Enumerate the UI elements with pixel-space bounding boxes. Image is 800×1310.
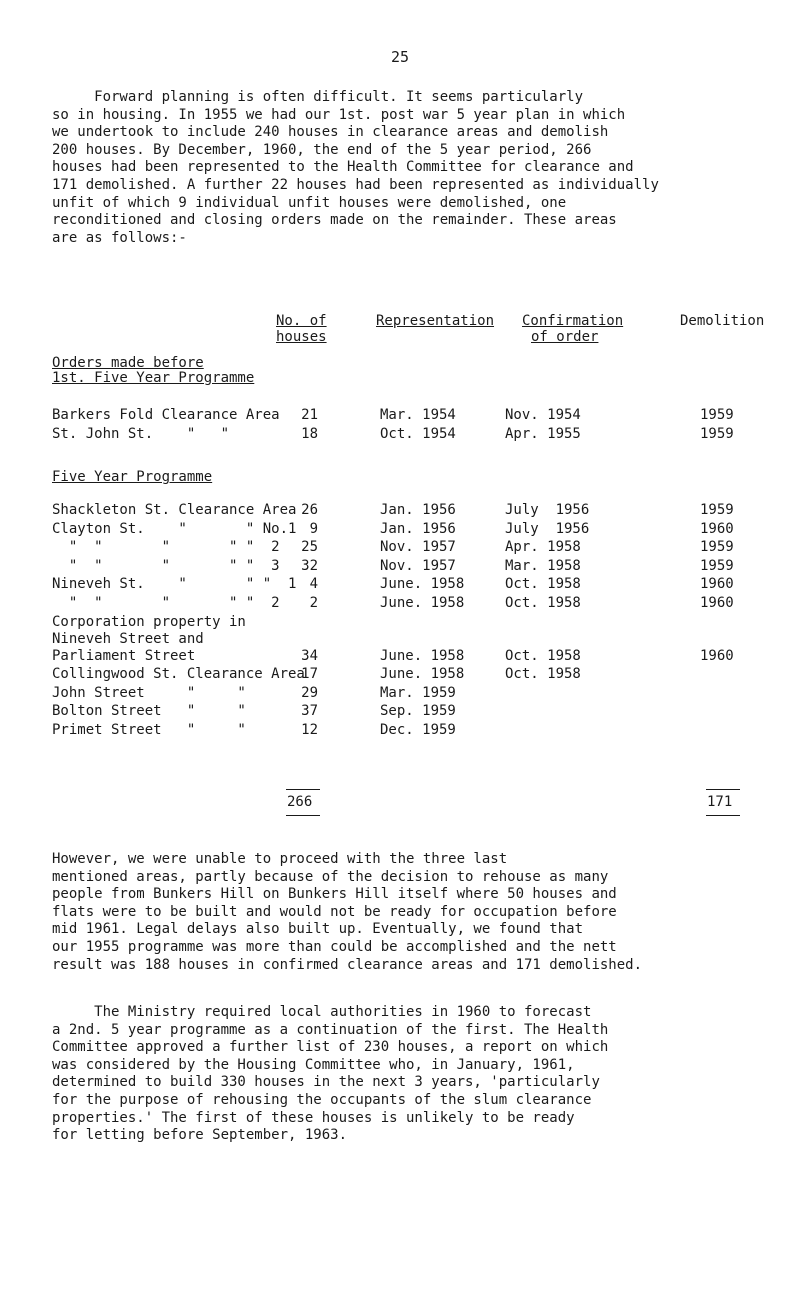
row-houses: 34 [301, 648, 318, 664]
row-representation: Dec. 1959 [380, 721, 456, 738]
row-name: St. John St. " " [52, 425, 230, 442]
text-line: was considered by the Housing Committee who, in January, 1961, [52, 1056, 575, 1073]
row-confirmation: Oct. 1958 [505, 666, 581, 682]
text-line: unfit of which 9 individual unfit houses were demolished, one [52, 194, 567, 211]
total-demolished: 171 [707, 794, 733, 810]
row-houses: 25 [301, 539, 318, 555]
row-houses: 17 [301, 666, 318, 682]
total-demolished-rule-bottom [706, 815, 740, 816]
row-demolition: 1960 [700, 520, 734, 537]
row-demolition: 1959 [700, 502, 734, 518]
row-representation: Nov. 1957 [380, 557, 456, 574]
row-name: " " " " " 2 [52, 594, 280, 611]
text-line: for the purpose of rehousing the occupants of the slum clearance [52, 1091, 592, 1108]
row-demolition: 1960 [700, 594, 734, 611]
row-houses: 18 [301, 425, 318, 442]
row-name: Barkers Fold Clearance Area [52, 407, 280, 423]
row-name: Shackleton St. Clearance Area [52, 502, 297, 518]
table-row [0, 703, 800, 720]
header-no-houses-2: houses [276, 329, 327, 345]
text-line: However, we were unable to proceed with the three last [52, 851, 508, 867]
row-houses: 12 [301, 721, 318, 738]
row-name: Parliament Street [52, 648, 196, 664]
row-houses: 32 [301, 557, 318, 574]
text-line: 171 demolished. A further 22 houses had been represented as individually [52, 176, 659, 193]
text-line: mid 1961. Legal delays also built up. Eventually, we found that [52, 921, 584, 938]
row-name: Corporation property in [52, 614, 246, 630]
text-line: result was 188 houses in confirmed clearance areas and 171 demolished. [52, 956, 643, 973]
row-name: " " " " " 3 [52, 557, 280, 574]
total-houses: 266 [287, 794, 313, 810]
header-no-houses: No. of [276, 313, 327, 329]
row-houses: 26 [301, 502, 318, 518]
text-line: so in housing. In 1955 we had our 1st. post war 5 year plan in which [52, 106, 626, 123]
table-row [0, 666, 800, 683]
text-line: our 1955 programme was more than could be accomplished and the nett [52, 938, 617, 955]
text-line: we undertook to include 240 houses in clearance areas and demolish [52, 124, 609, 141]
text-line: determined to build 330 houses in the next 3 years, 'particularly [52, 1074, 600, 1091]
text-line: reconditioned and closing orders made on the remainder. These areas [52, 212, 617, 229]
table-row [0, 407, 800, 424]
table-row [0, 685, 800, 702]
total-houses-rule-bottom [286, 815, 320, 816]
header-demolition: Demolition [680, 313, 765, 329]
row-confirmation: July 1956 [505, 520, 590, 537]
row-demolition: 1959 [700, 407, 734, 423]
text-line: houses had been represented to the Health Committee for clearance and [52, 159, 634, 176]
table-row [0, 502, 800, 519]
header-confirmation-2: of order [531, 329, 599, 345]
intro-paragraph [52, 88, 772, 246]
text-line: people from Bunkers Hill on Bunkers Hill itself where 50 houses and [52, 886, 617, 903]
row-representation: June. 1958 [380, 648, 465, 664]
row-confirmation: July 1956 [505, 502, 590, 518]
row-name: Primet Street " " [52, 721, 246, 738]
header-confirmation: Confirmation [522, 313, 624, 329]
table-row [0, 426, 800, 443]
row-representation: Mar. 1954 [380, 407, 456, 423]
total-demolished-rule-top [706, 789, 740, 790]
row-representation: Jan. 1956 [380, 520, 456, 537]
row-name: Nineveh St. " " " 1 [52, 576, 297, 592]
row-demolition: 1959 [700, 425, 734, 442]
table-row [0, 595, 800, 612]
text-line: mentioned areas, partly because of the decision to rehouse as many [52, 868, 609, 885]
text-line: are as follows:- [52, 229, 187, 246]
row-confirmation: Mar. 1958 [505, 557, 581, 574]
row-name: John Street " " [52, 684, 246, 701]
text-line: properties.' The first of these houses is unlikely to be ready [52, 1109, 575, 1126]
text-line: for letting before September, 1963. [52, 1127, 348, 1144]
row-confirmation: Nov. 1954 [505, 407, 581, 423]
text-line: The Ministry required local authorities in 1960 to forecast [52, 1004, 592, 1020]
row-demolition: 1960 [700, 576, 734, 592]
table-row [0, 558, 800, 575]
text-line: Forward planning is often difficult. It seems particularly [52, 89, 584, 105]
section-title-orders: Orders made before [52, 355, 204, 371]
row-name: Collingwood St. Clearance Area [52, 666, 305, 682]
row-confirmation: Apr. 1958 [505, 539, 581, 555]
row-houses: 9 [309, 520, 318, 537]
corporation-line [0, 631, 800, 648]
text-line: a 2nd. 5 year programme as a continuation of the first. The Health [52, 1021, 609, 1038]
row-demolition: 1959 [700, 539, 734, 555]
row-name: Nineveh Street and [52, 631, 204, 647]
table-row [0, 539, 800, 556]
row-name: Bolton Street " " [52, 703, 246, 719]
row-houses: 37 [301, 703, 318, 719]
paragraph-ministry [52, 1003, 772, 1144]
row-representation: Oct. 1954 [380, 425, 456, 442]
row-confirmation: Oct. 1958 [505, 594, 581, 611]
text-line: flats were to be built and would not be ready for occupation before [52, 903, 617, 920]
section-title-first-programme: 1st. Five Year Programme [52, 370, 255, 386]
text-line: 200 houses. By December, 1960, the end of the 5 year period, 266 [52, 141, 592, 158]
row-demolition: 1960 [700, 648, 734, 664]
row-representation: Jan. 1956 [380, 502, 456, 518]
table-row [0, 576, 800, 593]
page-number: 25 [390, 48, 410, 66]
row-confirmation: Oct. 1958 [505, 648, 581, 664]
header-representation: Representation [376, 313, 495, 329]
corporation-line [0, 614, 800, 631]
row-demolition: 1959 [700, 557, 734, 574]
row-name: " " " " " 2 [52, 539, 280, 555]
row-representation: Sep. 1959 [380, 703, 456, 719]
row-confirmation: Oct. 1958 [505, 576, 581, 592]
text-line: Committee approved a further list of 230 houses, a report on which [52, 1039, 609, 1056]
row-houses: 2 [309, 594, 318, 611]
row-representation: Mar. 1959 [380, 684, 456, 701]
row-representation: Nov. 1957 [380, 539, 456, 555]
table-row [0, 648, 800, 665]
row-name: Clayton St. " " No.1 [52, 520, 297, 537]
section-title-five-year: Five Year Programme [52, 469, 213, 485]
total-houses-rule-top [286, 789, 320, 790]
row-confirmation: Apr. 1955 [505, 425, 581, 442]
row-representation: June. 1958 [380, 576, 465, 592]
row-representation: June. 1958 [380, 666, 465, 682]
table-row [0, 722, 800, 739]
row-representation: June. 1958 [380, 594, 465, 611]
table-row [0, 521, 800, 538]
row-houses: 4 [309, 576, 318, 592]
row-houses: 21 [301, 407, 318, 423]
paragraph-however [52, 850, 772, 973]
row-houses: 29 [301, 684, 318, 701]
